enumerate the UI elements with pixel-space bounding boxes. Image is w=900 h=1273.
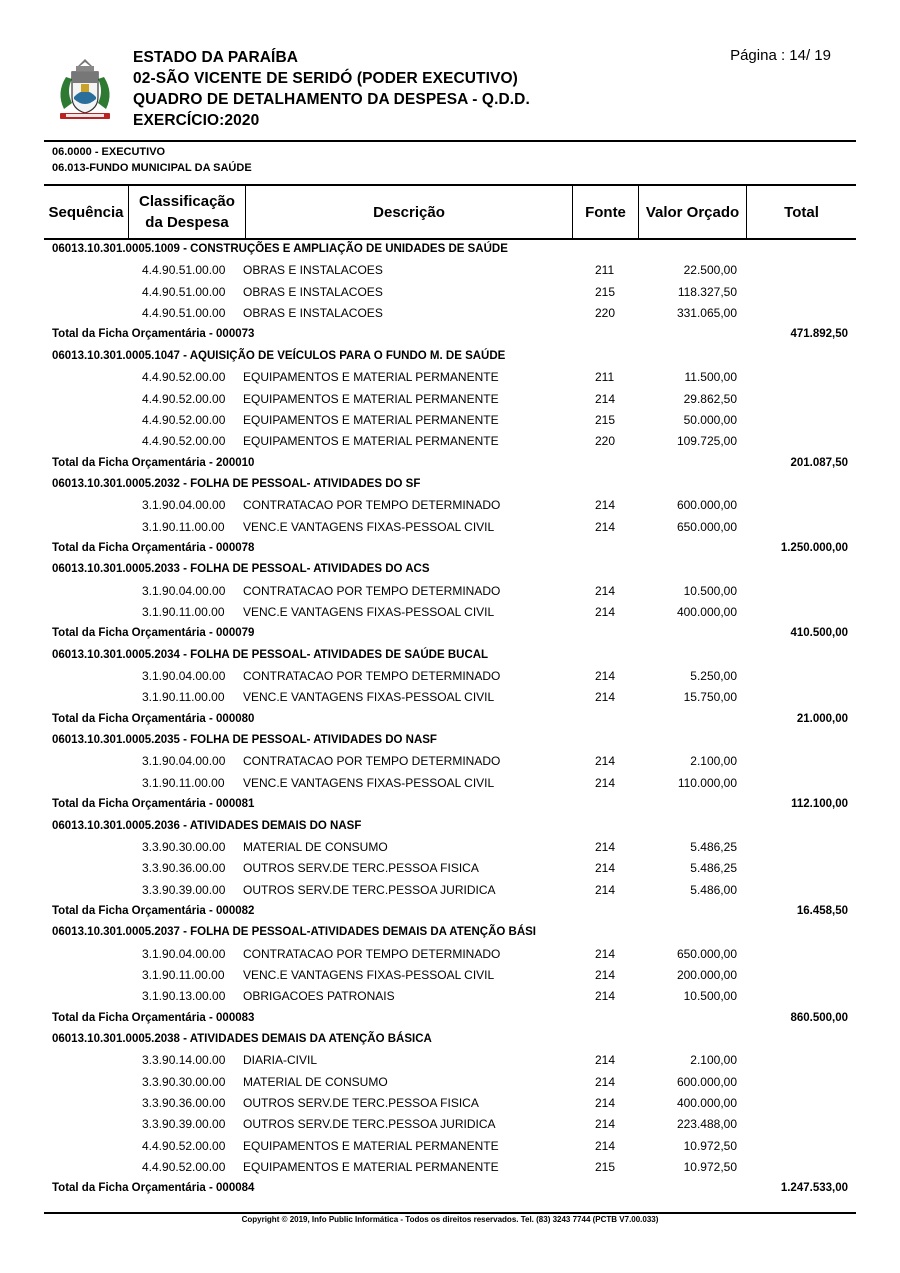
expense-description: EQUIPAMENTOS E MATERIAL PERMANENTE (243, 434, 499, 449)
col-valor-orcado: Valor Orçado (638, 186, 746, 238)
budgeted-value: 2.100,00 (690, 1053, 737, 1068)
classification-code: 4.4.90.52.00.00 (142, 1160, 226, 1175)
classification-code: 4.4.90.52.00.00 (142, 412, 226, 427)
classification-code: 3.1.90.11.00.00 (142, 690, 225, 705)
table-row (0, 1093, 900, 1114)
subtotal-value: 21.000,00 (796, 712, 848, 725)
funding-source: 214 (595, 519, 616, 534)
subtotal-value: 1.250.000,00 (780, 541, 848, 554)
budgeted-value: 10.500,00 (683, 583, 737, 598)
subtotal-label: Total da Ficha Orçamentária - 000073 (52, 328, 255, 341)
expense-description: CONTRATACAO POR TEMPO DETERMINADO (243, 498, 501, 513)
classification-code: 3.3.90.36.00.00 (142, 1096, 226, 1110)
classification-code: 3.1.90.11.00.00 (142, 605, 225, 619)
group-title: 06013.10.301.0005.2037 - FOLHA DE PESSOAL-ATIVIDADES DEMAIS DA ATENÇÃO BÁSI (52, 926, 536, 939)
classification-code: 4.4.90.51.00.00 (142, 284, 226, 299)
expense-description: EQUIPAMENTOS E MATERIAL PERMANENTE (243, 412, 499, 427)
expense-description: OBRAS E INSTALACOES (243, 263, 383, 278)
group-title: 06013.10.301.0005.2033 - FOLHA DE PESSOAL- ATIVIDADES DO ACS (52, 563, 430, 576)
table-row (0, 1136, 900, 1157)
page-number: Página : 14/ 19 (730, 47, 831, 64)
budgeted-value: 10.972,50 (683, 1160, 737, 1175)
expense-description: VENC.E VANTAGENS FIXAS-PESSOAL CIVIL (243, 690, 495, 705)
group-title-row (0, 559, 900, 580)
funding-source: 211 (595, 370, 615, 385)
classification-code: 3.3.90.30.00.00 (142, 1074, 226, 1089)
table-row (0, 666, 900, 687)
funding-source: 215 (595, 1160, 616, 1175)
budgeted-value: 29.862,50 (683, 391, 737, 406)
expense-description: OBRAS E INSTALACOES (243, 284, 383, 299)
classification-code: 3.1.90.04.00.00 (142, 754, 226, 769)
budgeted-value: 650.000,00 (676, 946, 737, 961)
col-classificacao-line1: Classificação (139, 193, 235, 210)
table-row (0, 687, 900, 708)
subtotal-row (0, 794, 900, 815)
footer-divider (44, 1212, 856, 1214)
classification-code: 3.3.90.30.00.00 (142, 839, 226, 854)
budgeted-value: 400.000,00 (676, 1096, 737, 1110)
org-unit: 06.0000 - EXECUTIVO (52, 146, 166, 158)
budgeted-value: 223.488,00 (676, 1117, 737, 1132)
subtotal-value: 410.500,00 (790, 627, 848, 640)
classification-code: 3.3.90.39.00.00 (142, 1117, 226, 1132)
col-total: Total (746, 186, 856, 238)
table-row (0, 837, 900, 858)
expense-description: MATERIAL DE CONSUMO (243, 839, 388, 854)
budgeted-value: 5.486,25 (690, 861, 737, 876)
funding-source: 215 (595, 284, 616, 299)
table-row (0, 517, 900, 538)
table-row (0, 1114, 900, 1135)
budgeted-value: 2.100,00 (690, 754, 737, 769)
funding-source: 214 (595, 1074, 616, 1089)
group-title-row (0, 239, 900, 260)
subtotal-label: Total da Ficha Orçamentária - 000084 (52, 1182, 255, 1195)
table-row (0, 858, 900, 879)
subtotal-label: Total da Ficha Orçamentária - 000078 (52, 541, 255, 554)
col-descricao: Descrição (245, 186, 572, 238)
expense-description: OUTROS SERV.DE TERC.PESSOA FISICA (243, 1096, 479, 1110)
table-row (0, 282, 900, 303)
group-title: 06013.10.301.0005.2038 - ATIVIDADES DEMAIS DA ATENÇÃO BÁSICA (52, 1033, 432, 1045)
classification-code: 3.1.90.13.00.00 (142, 989, 226, 1004)
col-fonte: Fonte (572, 186, 638, 238)
group-title-row (0, 474, 900, 495)
funding-source: 214 (595, 967, 616, 982)
budgeted-value: 118.327,50 (677, 284, 737, 299)
subtotal-value: 16.458,50 (796, 904, 848, 917)
classification-code: 3.1.90.11.00.00 (142, 519, 225, 534)
table-row (0, 773, 900, 794)
classification-code: 4.4.90.52.00.00 (142, 391, 226, 406)
expense-description: CONTRATACAO POR TEMPO DETERMINADO (243, 946, 501, 961)
table-row (0, 602, 900, 623)
col-classificacao-line2: da Despesa (145, 214, 229, 231)
group-title-row (0, 922, 900, 943)
budgeted-value: 110.000,00 (677, 775, 737, 790)
table-row (0, 367, 900, 388)
subtotal-row (0, 1008, 900, 1029)
group-title-row (0, 346, 900, 367)
subtotal-value: 860.500,00 (790, 1011, 848, 1024)
subtotal-value: 112.100,00 (791, 798, 848, 811)
subtotal-value: 201.087,50 (790, 456, 848, 469)
classification-code: 3.3.90.14.00.00 (142, 1053, 226, 1068)
expense-description: VENC.E VANTAGENS FIXAS-PESSOAL CIVIL (243, 605, 495, 619)
budgeted-value: 400.000,00 (676, 605, 737, 619)
budgeted-value: 600.000,00 (676, 1074, 737, 1089)
funding-source: 214 (595, 690, 616, 705)
table-row (0, 410, 900, 431)
expense-description: EQUIPAMENTOS E MATERIAL PERMANENTE (243, 370, 499, 385)
subtotal-row (0, 324, 900, 345)
funding-source: 214 (595, 754, 616, 769)
budgeted-value: 50.000,00 (683, 412, 737, 427)
expense-description: VENC.E VANTAGENS FIXAS-PESSOAL CIVIL (243, 775, 495, 790)
expense-description: OUTROS SERV.DE TERC.PESSOA JURIDICA (243, 882, 496, 897)
subtotal-label: Total da Ficha Orçamentária - 000081 (52, 798, 255, 811)
funding-source: 214 (595, 946, 616, 961)
classification-code: 3.1.90.11.00.00 (142, 967, 225, 982)
classification-code: 3.1.90.04.00.00 (142, 583, 226, 598)
group-title: 06013.10.301.0005.1009 - CONSTRUÇÕES E AMPLIAÇÃO DE UNIDADES DE SAÚDE (52, 243, 508, 255)
subtotal-row (0, 1178, 900, 1199)
subtotal-label: Total da Ficha Orçamentária - 000079 (52, 627, 255, 640)
classification-code: 4.4.90.52.00.00 (142, 370, 226, 385)
header-divider (44, 140, 856, 142)
budgeted-value: 15.750,00 (683, 690, 737, 705)
funding-source: 214 (595, 1096, 616, 1110)
funding-source: 214 (595, 882, 616, 897)
expense-description: OUTROS SERV.DE TERC.PESSOA JURIDICA (243, 1117, 496, 1132)
org-subunit: 06.013-FUNDO MUNICIPAL DA SAÚDE (52, 162, 252, 174)
subtotal-row (0, 901, 900, 922)
group-title: 06013.10.301.0005.2036 - ATIVIDADES DEMAIS DO NASF (52, 819, 362, 832)
subtotal-label: Total da Ficha Orçamentária - 000080 (52, 712, 255, 725)
classification-code: 3.1.90.04.00.00 (142, 946, 226, 961)
subtotal-label: Total da Ficha Orçamentária - 200010 (52, 456, 255, 469)
table-row (0, 389, 900, 410)
table-row (0, 303, 900, 324)
subtotal-row (0, 538, 900, 559)
expense-description: EQUIPAMENTOS E MATERIAL PERMANENTE (243, 1160, 499, 1175)
funding-source: 214 (595, 1138, 616, 1153)
table-header (44, 184, 856, 240)
copyright-footer: Copyright © 2019, Info Public Informática - Todos os direitos reservados. Tel. (83) 3243 7744 (PCTB V7.00.033) (241, 1215, 659, 1224)
classification-code: 3.3.90.39.00.00 (142, 882, 226, 897)
expense-description: MATERIAL DE CONSUMO (243, 1074, 388, 1089)
table-row (0, 581, 900, 602)
expense-description: VENC.E VANTAGENS FIXAS-PESSOAL CIVIL (243, 519, 495, 534)
funding-source: 214 (595, 498, 616, 513)
subtotal-value: 1.247.533,00 (780, 1182, 848, 1195)
state-name: ESTADO DA PARAÍBA (133, 49, 299, 66)
expense-description: OBRAS E INSTALACOES (243, 306, 383, 321)
funding-source: 214 (595, 839, 616, 854)
classification-code: 4.4.90.51.00.00 (142, 306, 226, 321)
budgeted-value: 200.000,00 (676, 967, 737, 982)
budgeted-value: 600.000,00 (676, 498, 737, 513)
entity-name: 02-SÃO VICENTE DE SERIDÓ (PODER EXECUTIVO) (133, 70, 518, 87)
budgeted-value: 22.500,00 (683, 263, 737, 278)
funding-source: 220 (595, 434, 616, 449)
budgeted-value: 5.486,25 (690, 839, 737, 854)
budgeted-value: 10.500,00 (683, 989, 737, 1004)
table-row (0, 495, 900, 516)
funding-source: 220 (595, 306, 616, 321)
subtotal-row (0, 623, 900, 644)
table-row (0, 1157, 900, 1178)
expense-description: VENC.E VANTAGENS FIXAS-PESSOAL CIVIL (243, 967, 495, 982)
table-row (0, 431, 900, 452)
classification-code: 4.4.90.52.00.00 (142, 1138, 226, 1153)
expense-description: CONTRATACAO POR TEMPO DETERMINADO (243, 669, 501, 683)
budgeted-value: 10.972,50 (683, 1138, 737, 1153)
budgeted-value: 331.065,00 (676, 306, 737, 321)
funding-source: 215 (595, 412, 616, 427)
funding-source: 211 (595, 263, 615, 278)
coat-of-arms-icon (52, 57, 118, 123)
budgeted-value: 109.725,00 (676, 434, 737, 449)
funding-source: 214 (595, 583, 616, 598)
expense-description: EQUIPAMENTOS E MATERIAL PERMANENTE (243, 1138, 499, 1153)
group-title: 06013.10.301.0005.1047 - AQUISIÇÃO DE VEÍCULOS PARA O FUNDO M. DE SAÚDE (52, 349, 506, 362)
table-row (0, 1072, 900, 1093)
funding-source: 214 (595, 605, 616, 619)
report-title: QUADRO DE DETALHAMENTO DA DESPESA - Q.D.D. (133, 91, 530, 108)
funding-source: 214 (595, 391, 616, 406)
budgeted-value: 650.000,00 (676, 519, 737, 534)
table-row (0, 1050, 900, 1071)
expense-description: CONTRATACAO POR TEMPO DETERMINADO (243, 583, 501, 598)
expense-description: EQUIPAMENTOS E MATERIAL PERMANENTE (243, 391, 499, 406)
budgeted-value: 5.250,00 (690, 669, 737, 683)
group-title-row (0, 1029, 900, 1050)
classification-code: 4.4.90.52.00.00 (142, 434, 226, 449)
col-classificacao (128, 186, 245, 238)
subtotal-row (0, 453, 900, 474)
table-row (0, 965, 900, 986)
table-row (0, 986, 900, 1007)
funding-source: 214 (595, 1053, 616, 1068)
subtotal-row (0, 709, 900, 730)
expense-description: DIARIA-CIVIL (243, 1053, 318, 1068)
funding-source: 214 (595, 775, 616, 790)
table-row (0, 260, 900, 281)
group-title: 06013.10.301.0005.2035 - FOLHA DE PESSOAL- ATIVIDADES DO NASF (52, 734, 437, 746)
funding-source: 214 (595, 989, 616, 1004)
funding-source: 214 (595, 1117, 616, 1132)
expense-description: CONTRATACAO POR TEMPO DETERMINADO (243, 754, 501, 769)
budgeted-value: 11.500,00 (684, 370, 737, 385)
expense-description: OBRIGACOES PATRONAIS (243, 989, 395, 1004)
group-title-row (0, 645, 900, 666)
classification-code: 3.1.90.04.00.00 (142, 669, 226, 683)
subtotal-label: Total da Ficha Orçamentária - 000083 (52, 1011, 255, 1024)
group-title-row (0, 816, 900, 837)
classification-code: 4.4.90.51.00.00 (142, 263, 226, 278)
funding-source: 214 (595, 669, 616, 683)
group-title: 06013.10.301.0005.2032 - FOLHA DE PESSOAL- ATIVIDADES DO SF (52, 477, 421, 490)
expense-description: OUTROS SERV.DE TERC.PESSOA FISICA (243, 861, 479, 876)
table-row (0, 944, 900, 965)
budgeted-value: 5.486,00 (690, 882, 737, 897)
table-row (0, 880, 900, 901)
subtotal-label: Total da Ficha Orçamentária - 000082 (52, 904, 255, 917)
classification-code: 3.1.90.11.00.00 (142, 775, 225, 790)
fiscal-year: EXERCÍCIO:2020 (133, 112, 260, 129)
col-sequencia: Sequência (48, 203, 124, 221)
classification-code: 3.3.90.36.00.00 (142, 861, 226, 876)
group-title: 06013.10.301.0005.2034 - FOLHA DE PESSOAL- ATIVIDADES DE SAÚDE BUCAL (52, 648, 489, 661)
funding-source: 214 (595, 861, 616, 876)
classification-code: 3.1.90.04.00.00 (142, 498, 226, 513)
subtotal-value: 471.892,50 (790, 328, 848, 341)
table-row (0, 751, 900, 772)
group-title-row (0, 730, 900, 751)
